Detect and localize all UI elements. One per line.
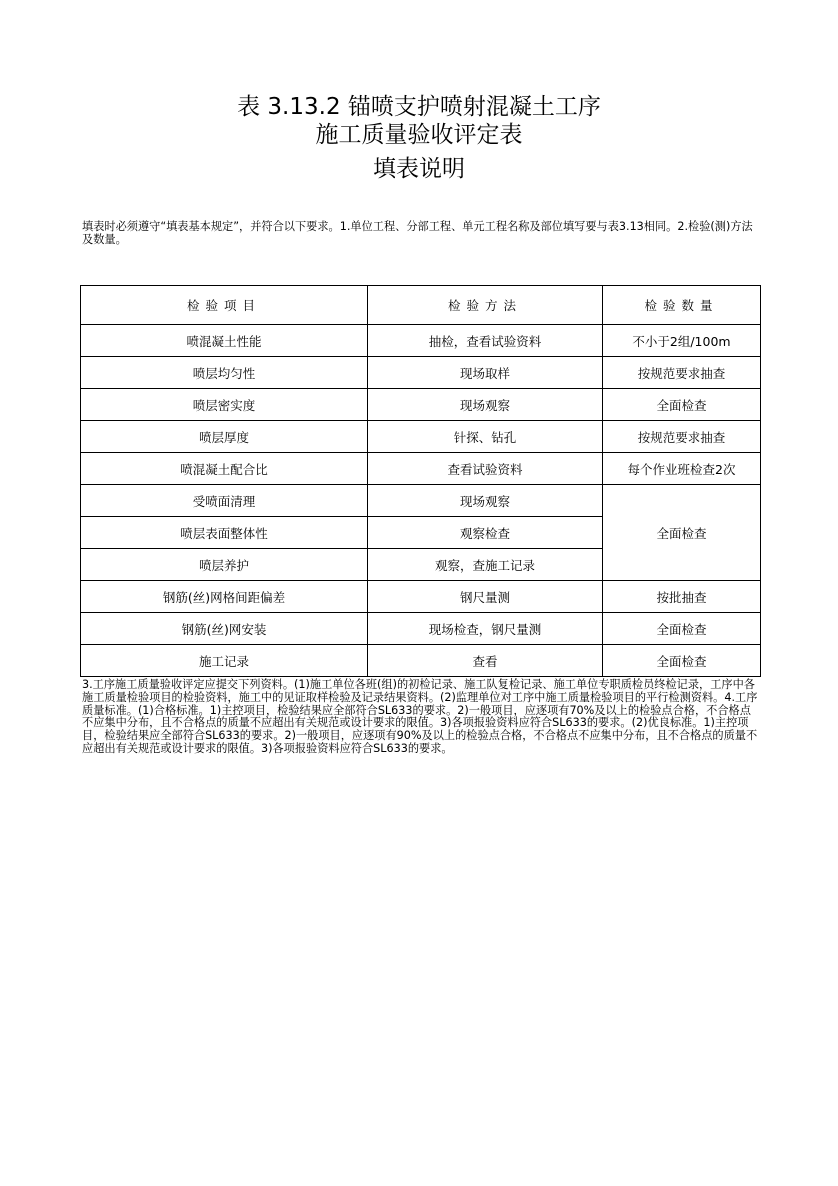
item-cell: 施工记录 — [81, 645, 368, 677]
item-cell: 喷混凝土性能 — [81, 325, 368, 357]
item-cell: 钢筋(丝)网安装 — [81, 613, 368, 645]
quantity-cell: 按规范要求抽查 — [603, 357, 761, 389]
method-cell: 现场观察 — [368, 389, 603, 421]
table-row — [81, 421, 761, 453]
item-cell: 喷混凝土配合比 — [81, 453, 368, 485]
method-cell: 现场检查，钢尺量测 — [368, 613, 603, 645]
item-cell: 喷层均匀性 — [81, 357, 368, 389]
quantity-cell: 不小于2组/100m — [603, 325, 761, 357]
method-cell: 观察检查 — [368, 517, 603, 549]
method-cell: 查看 — [368, 645, 603, 677]
quantity-cell-merged: 全面检查 — [603, 485, 761, 581]
table-row — [81, 453, 761, 485]
table-title-line1: 表 3.13.2 锚喷支护喷射混凝土工序 — [237, 94, 601, 120]
table-row — [81, 581, 761, 613]
table-title-line2: 施工质量验收评定表 — [315, 122, 523, 148]
header-inspection-method: 检验方法 — [368, 286, 603, 325]
table-row — [81, 613, 761, 645]
item-cell: 喷层表面整体性 — [81, 517, 368, 549]
table-row — [81, 645, 761, 677]
method-cell: 查看试验资料 — [368, 453, 603, 485]
table-row — [81, 325, 761, 357]
table-row — [81, 485, 761, 517]
method-cell: 抽检，查看试验资料 — [368, 325, 603, 357]
inspection-table — [80, 285, 761, 677]
table-row — [81, 389, 761, 421]
quantity-cell: 按批抽查 — [603, 581, 761, 613]
item-cell: 受喷面清理 — [81, 485, 368, 517]
item-cell: 钢筋(丝)网格间距偏差 — [81, 581, 368, 613]
quantity-cell: 每个作业班检查2次 — [603, 453, 761, 485]
method-cell: 观察，查施工记录 — [368, 549, 603, 581]
item-cell: 喷层密实度 — [81, 389, 368, 421]
instructions-heading: 填表说明 — [373, 156, 465, 182]
intro-paragraph: 填表时必须遵守“填表基本规定”，并符合以下要求。1.单位工程、分部工程、单元工程名称及部位填写要与表3.13相同。2.检验(测)方法及数量。 — [82, 220, 753, 246]
item-cell: 喷层厚度 — [81, 421, 368, 453]
quantity-cell: 全面检查 — [603, 645, 761, 677]
header-inspection-quantity: 检验数量 — [603, 286, 761, 325]
item-cell: 喷层养护 — [81, 549, 368, 581]
method-cell: 现场取样 — [368, 357, 603, 389]
method-cell: 针探、钻孔 — [368, 421, 603, 453]
header-inspection-item: 检验项目 — [81, 286, 368, 325]
quantity-cell: 按规范要求抽查 — [603, 421, 761, 453]
quantity-cell: 全面检查 — [603, 389, 761, 421]
notes-paragraph: 3.工序施工质量验收评定应提交下列资料。(1)施工单位各班(组)的初检记录、施工队复检记录、施工单位专职质检员终检记录，工序中各施工质量检验项目的检验资料，施工中的见证取样检验及记录结果资料。(2)监理单位对工序中施工质量检验项目的平行检测资料。4.工序质量标准。(1)合格标准。1)主控项目，检验结果应全部符合SL633的要求。2)一般项目，应逐项有70%及以上的检验点合格，不合格点不应集中分布，且不合格点的质量不应超出有关规范或设计要求的限值。3)各项报验资料应符合SL633的要求。(2)优良标准。1)主控项目，检验结果应全部符合SL633的要求。2)一般项目，应逐项有90%及以上的检验点合格，不合格点不应集中分布，且不合格点的质量不应超出有关规范或设计要求的限值。3)各项报验资料应符合SL633的要求。 — [82, 678, 758, 755]
method-cell: 现场观察 — [368, 485, 603, 517]
table-row — [81, 357, 761, 389]
table-header-row — [81, 286, 761, 325]
method-cell: 钢尺量测 — [368, 581, 603, 613]
quantity-cell: 全面检查 — [603, 613, 761, 645]
